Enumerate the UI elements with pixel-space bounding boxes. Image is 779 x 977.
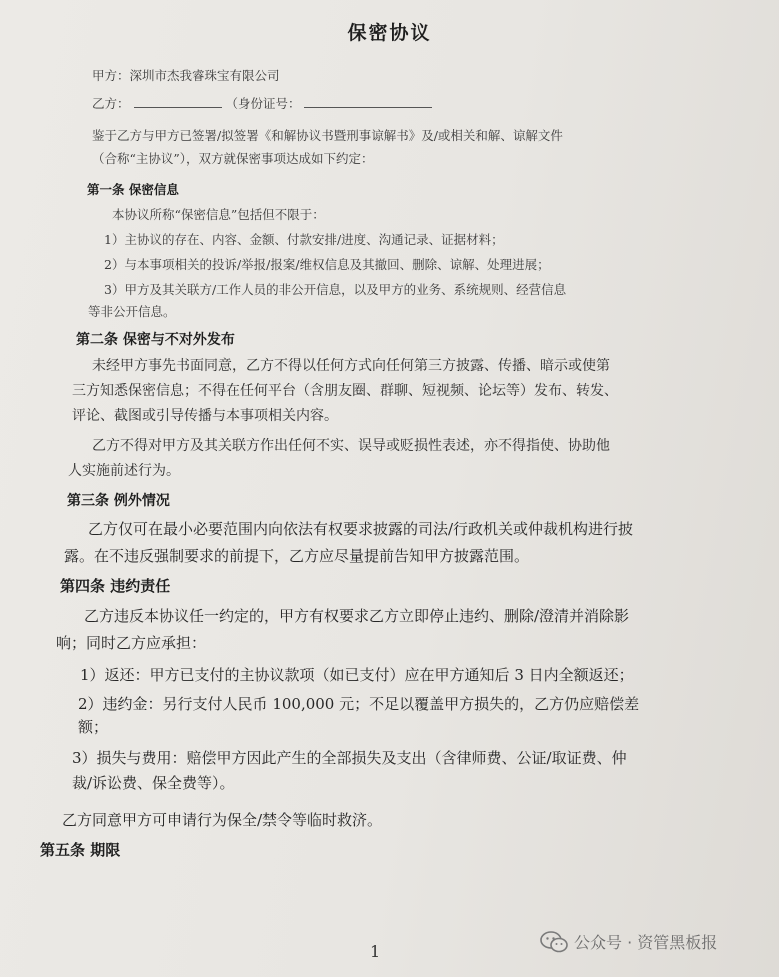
watermark	[540, 930, 717, 953]
article-2-line: 未经甲方事先书面同意，乙方不得以任何方式向任何第三方披露、传播、暗示或使第	[92, 358, 610, 374]
party-a-line: 甲方：深圳市杰我睿珠宝有限公司	[92, 68, 280, 83]
article-1-line: 2）与本事项相关的投诉/举报/报案/维权信息及其撤回、删除、谅解、处理进展；	[104, 257, 550, 272]
article-4-line: 2）违约金：另行支付人民币 100,000 元；不足以覆盖甲方损失的，乙方仍应赔偿差	[78, 695, 640, 713]
article-4-line: 1）返还：甲方已支付的主协议款项（如已支付）应在甲方通知后 3 日内全额返还；	[80, 666, 634, 684]
article-4-line: 3）损失与费用：赔偿甲方因此产生的全部损失及支出（含律师费、公证/取证费、仲	[72, 749, 627, 767]
watermark-text: 公众号 · 资管黑板报	[574, 933, 718, 952]
article-3-line: 露。在不违反强制要求的前提下，乙方应尽量提前告知甲方披露范围。	[64, 547, 530, 565]
article-4-line: 乙方违反本协议任一约定的，甲方有权要求乙方立即停止违约、删除/澄清并消除影	[84, 607, 630, 625]
page-number: 1	[370, 942, 381, 961]
article-3-heading: 第三条 例外情况	[67, 493, 170, 509]
article-1-heading: 第一条 保密信息	[87, 182, 179, 197]
party-b-line	[92, 94, 432, 112]
article-2-line: 乙方不得对甲方及其关联方作出任何不实、误导或贬损性表述，亦不得指使、协助他	[92, 438, 610, 454]
article-2-heading: 第二条 保密与不对外发布	[76, 332, 235, 348]
wechat-icon	[540, 931, 568, 953]
article-2-line: 人实施前述行为。	[68, 463, 180, 479]
article-4-line: 响；同时乙方应承担：	[56, 634, 207, 652]
article-1-line: 1）主协议的存在、内容、金额、付款安排/进度、沟通记录、证据材料；	[104, 232, 504, 247]
article-4-line: 乙方同意甲方可申请行为保全/禁令等临时救济。	[62, 811, 383, 829]
page-title: 保密协议	[347, 22, 432, 44]
article-1-line: 3）甲方及其关联方/工作人员的非公开信息，以及甲方的业务、系统规则、经营信息	[104, 282, 567, 297]
party-b-id-blank	[304, 95, 432, 108]
article-1-line: 本协议所称“保密信息”包括但不限于：	[112, 207, 325, 222]
article-4-line: 额；	[78, 718, 109, 736]
article-3-line: 乙方仅可在最小必要范围内向依法有权要求披露的司法/行政机关或仲裁机构进行披	[88, 520, 634, 538]
party-b-name-blank	[134, 95, 222, 108]
intro-line: （合称“主协议”），双方就保密事项达成如下约定：	[92, 151, 374, 166]
article-2-line: 评论、截图或引导传播与本事项相关内容。	[72, 408, 338, 424]
article-5-heading: 第五条 期限	[40, 841, 121, 859]
article-1-line: 等非公开信息。	[88, 304, 176, 319]
party-b-id-label: （身份证号：	[225, 96, 301, 111]
party-b-label: 乙方：	[92, 96, 130, 111]
article-2-line: 三方知悉保密信息；不得在任何平台（含朋友圈、群聊、短视频、论坛等）发布、转发、	[72, 383, 618, 399]
article-4-line: 裁/诉讼费、保全费等）。	[72, 774, 235, 792]
article-4-heading: 第四条 违约责任	[60, 577, 171, 595]
intro-line: 鉴于乙方与甲方已签署/拟签署《和解协议书暨刑事谅解书》及/或相关和解、谅解文件	[92, 128, 563, 143]
